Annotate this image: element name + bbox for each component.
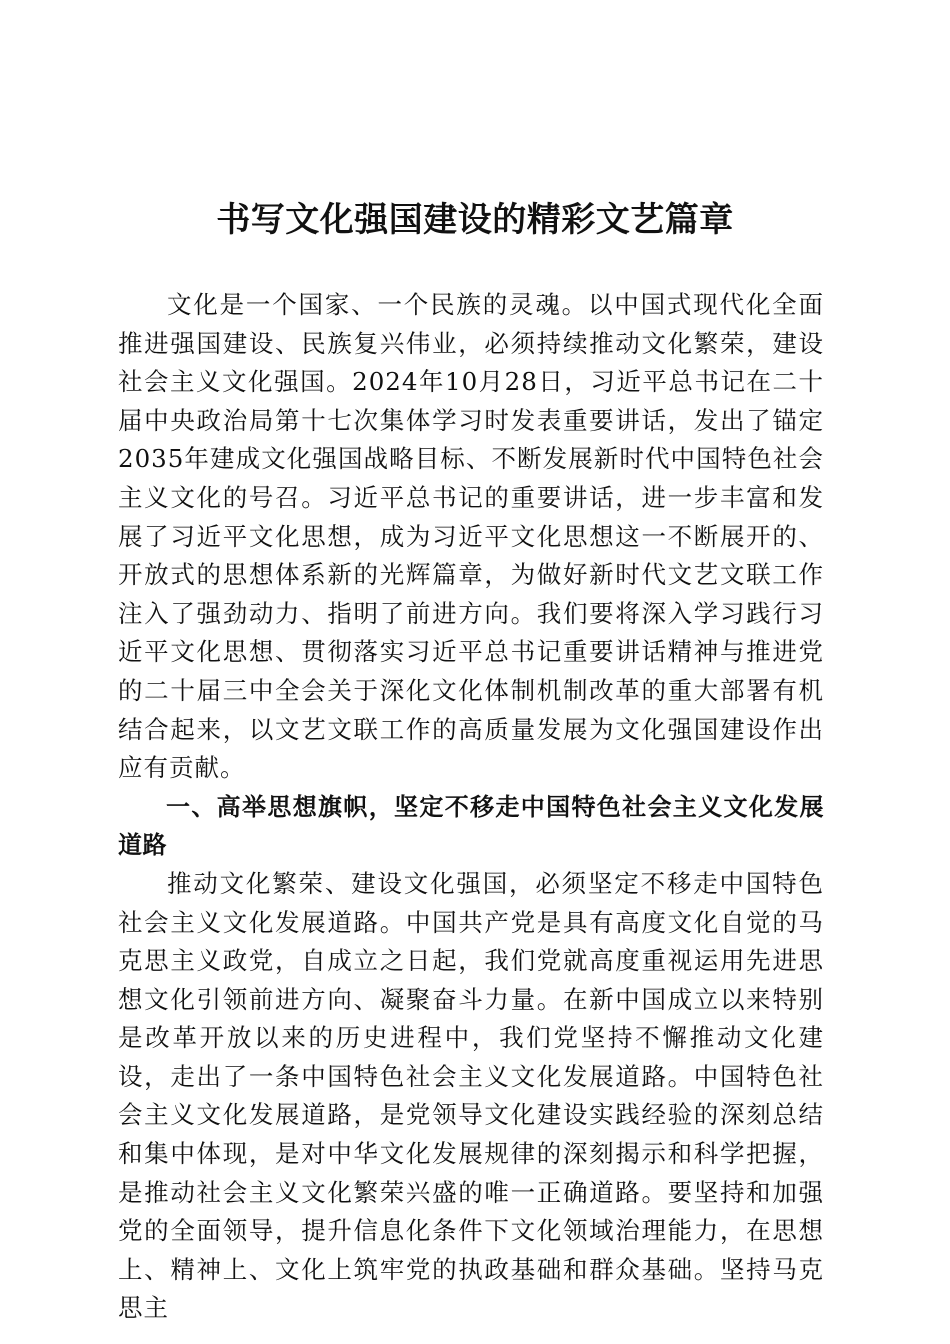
document-body — [118, 286, 824, 1328]
document-title: 书写文化强国建设的精彩文艺篇章 — [216, 200, 734, 240]
paragraph-intro: 文化是一个国家、一个民族的灵魂。以中国式现代化全面推进强国建设、民族复兴伟业，必须持续推动文化繁荣，建设社会主义文化强国。2024年10月28日，习近平总书记在二十届中央政治局第十七次集体学习时发表重要讲话，发出了锚定2035年建成文化强国战略目标、不断发展新时代中国特色社会主义文化的号召。习近平总书记的重要讲话，进一步丰富和发展了习近平文化思想，成为习近平文化思想这一不断展开的、开放式的思想体系新的光辉篇章，为做好新时代文艺文联工作注入了强劲动力、指明了前进方向。我们要将深入学习践行习近平文化思想、贯彻落实习近平总书记重要讲话精神与推进党的二十届三中全会关于深化文化体制机制改革的重大部署有机结合起来，以文艺文联工作的高质量发展为文化强国建设作出应有贡献。 — [118, 290, 824, 783]
paragraph-section-1: 推动文化繁荣、建设文化强国，必须坚定不移走中国特色社会主义文化发展道路。中国共产党是具有高度文化自觉的马克思主义政党，自成立之日起，我们党就高度重视运用先进思想文化引领前进方向、凝聚奋斗力量。在新中国成立以来特别是改革开放以来的历史进程中，我们党坚持不懈推动文化建设，走出了一条中国特色社会主义文化发展道路。中国特色社会主义文化发展道路，是党领导文化建设实践经验的深刻总结和集中体现，是对中华文化发展规律的深刻揭示和科学把握，是推动社会主义文化繁荣兴盛的唯一正确道路。要坚持和加强党的全面领导，提升信息化条件下文化领域治理能力，在思想上、精神上、文化上筑牢党的执政基础和群众基础。坚持马克思主 — [118, 868, 824, 1323]
section-heading-1: 一、高举思想旗帜，坚定不移走中国特色社会主义文化发展道路 — [118, 792, 824, 860]
